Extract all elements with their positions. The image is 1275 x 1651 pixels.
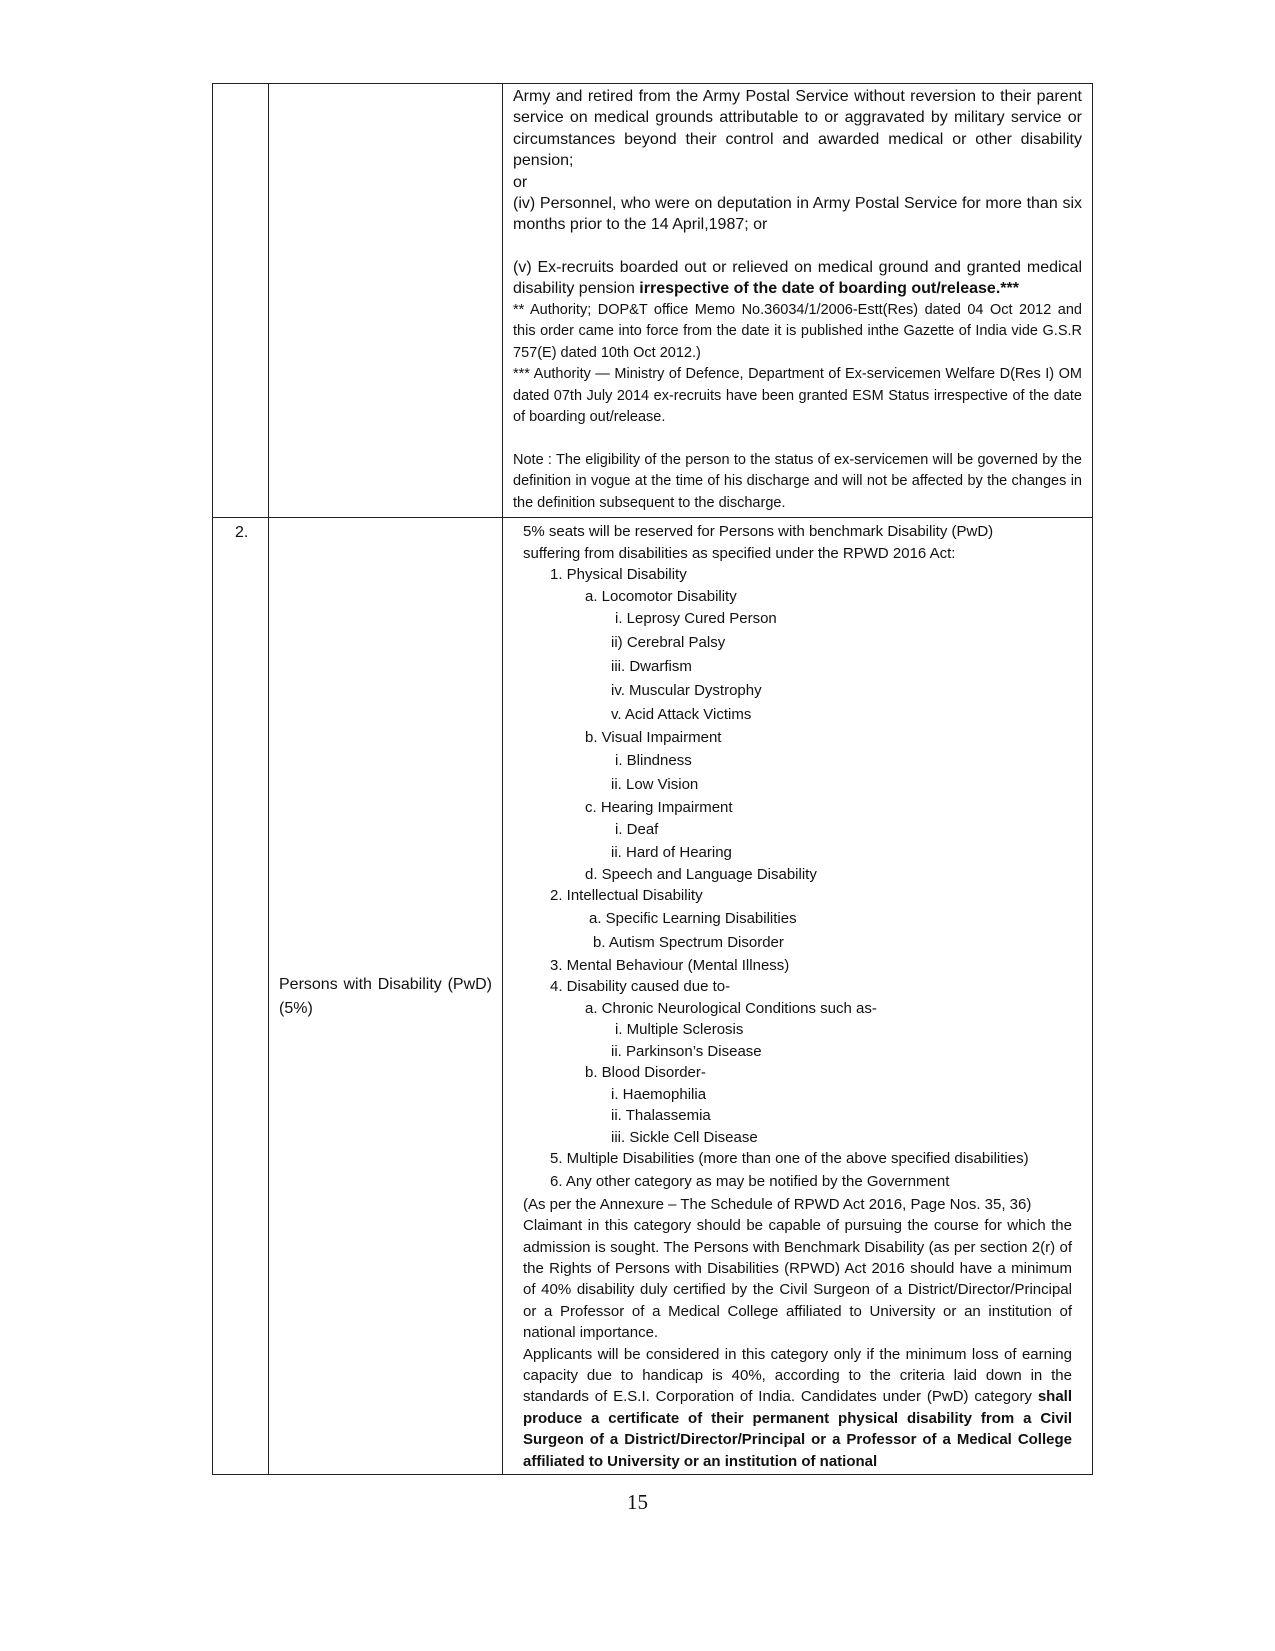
list-item: a. Chronic Neurological Conditions such as- <box>585 999 877 1017</box>
esm-continuation-text: Army and retired from the Army Postal Service without reversion to their parent service on medical grounds attributable to or aggravated by military service or circumstances beyond their control and awarded medical or other disability pension; <box>513 88 1082 170</box>
list-item: iii. Dwarfism <box>611 658 692 676</box>
applicants-bold: shall produce a certificate of their permanent physical disability from a Civil Surgeon of a District/Director/Principal or a Professor of a Medical College affiliated to University or an institution of national <box>523 1388 1072 1470</box>
list-item: iv. Muscular Dystrophy <box>611 682 762 700</box>
intro-line-2: suffering from disabilities as specified under the RPWD 2016 Act: <box>523 544 956 562</box>
eligibility-table <box>212 83 1093 1475</box>
list-item: c. Hearing Impairment <box>585 798 733 816</box>
list-item: 2. Intellectual Disability <box>550 887 703 905</box>
list-item: b. Blood Disorder- <box>585 1064 706 1082</box>
serial-cell <box>213 518 269 1475</box>
item-v-text <box>513 257 1082 300</box>
claimant-paragraph: Claimant in this category should be capable of pursuing the course for which the admission is sought. The Persons with Benchmark Disability (as per section 2(r) of the Rights of Persons with Disabilities (RPWD) Act 2016 should have a minimum of 40% disability duly certified by the Civil Surgeon of a District/Director/Principal or a Professor of a Medical College affiliated to University or an institution of national importance. <box>523 1217 1072 1342</box>
authority-note-1: ** Authority; DOP&T office Memo No.36034/1/2006-Estt(Res) dated 04 Oct 2012 and this order came into force from the date it is published inthe Gazette of India vide G.S.R 757(E) dated 10th Oct 2012.) <box>513 301 1082 361</box>
list-item: a. Locomotor Disability <box>585 587 737 605</box>
serial-number: 2. <box>235 524 249 542</box>
list-item: a. Specific Learning Disabilities <box>589 909 797 927</box>
list-item: 3. Mental Behaviour (Mental Illness) <box>550 956 790 974</box>
list-item: b. Autism Spectrum Disorder <box>593 933 784 951</box>
list-item: ii. Thalassemia <box>611 1107 711 1125</box>
or-text: or <box>513 173 528 191</box>
list-item: iii. Sickle Cell Disease <box>611 1128 758 1146</box>
eligibility-note: Note : The eligibility of the person to the status of ex-servicemen will be governed by the definition in vogue at the time of his discharge and will not be affected by the changes in the definition subsequent to the discharge. <box>513 451 1082 511</box>
list-item: b. Visual Impairment <box>585 729 722 747</box>
list-item: i. Deaf <box>615 821 659 839</box>
table-row <box>213 518 1093 1475</box>
list-item: v. Acid Attack Victims <box>611 706 752 724</box>
applicants-plain: Applicants will be considered in this category only if the minimum loss of earning capacity due to handicap is 40%, according to the criteria laid down in the standards of E.S.I. Corporation of India. Candidates under (PwD) category <box>523 1345 1072 1406</box>
list-item: 6. Any other category as may be notified by the Government <box>550 1172 950 1190</box>
list-item: ii. Hard of Hearing <box>611 844 732 862</box>
category-cell <box>269 518 503 1475</box>
list-item: 5. Multiple Disabilities (more than one of the above specified disabilities) <box>550 1150 1029 1168</box>
list-item: i. Blindness <box>615 751 692 769</box>
category-cell <box>269 84 503 518</box>
annexure-reference: (As per the Annexure – The Schedule of RPWD Act 2016, Page Nos. 35, 36) <box>523 1195 1032 1213</box>
list-item: i. Haemophilia <box>611 1085 707 1103</box>
list-item: ii) Cerebral Palsy <box>611 634 726 652</box>
list-item: i. Multiple Sclerosis <box>615 1021 744 1039</box>
item-v-bold: irrespective of the date of boarding out/release.*** <box>639 280 1019 298</box>
details-cell <box>503 84 1093 518</box>
table-row <box>213 84 1093 518</box>
details-cell <box>503 518 1093 1475</box>
list-item: 1. Physical Disability <box>550 566 687 584</box>
list-item: i. Leprosy Cured Person <box>615 610 777 628</box>
item-v-plain: (v) Ex-recruits boarded out or relieved on medical ground and granted medical disability pension <box>513 258 1082 298</box>
list-item: ii. Low Vision <box>611 775 699 793</box>
intro-line-1: 5% seats will be reserved for Persons with benchmark Disability (PwD) <box>523 523 994 541</box>
list-item: d. Speech and Language Disability <box>585 865 817 883</box>
authority-note-2: *** Authority — Ministry of Defence, Department of Ex-servicemen Welfare D(Res I) OM dated 07th July 2014 ex-recruits have been granted ESM Status irrespective of the date of boarding out/release. <box>513 366 1082 426</box>
page-number: 15 <box>627 1490 648 1514</box>
applicants-paragraph <box>523 1344 1072 1472</box>
category-label: Persons with Disability (PwD) (5%) <box>279 976 492 1018</box>
item-iv-text: (iv) Personnel, who were on deputation in Army Postal Service for more than six months prior to the 14 April,1987; or <box>513 195 1082 234</box>
serial-cell <box>213 84 269 518</box>
list-item: 4. Disability caused due to- <box>550 978 731 996</box>
list-item: ii. Parkinson’s Disease <box>611 1042 762 1060</box>
